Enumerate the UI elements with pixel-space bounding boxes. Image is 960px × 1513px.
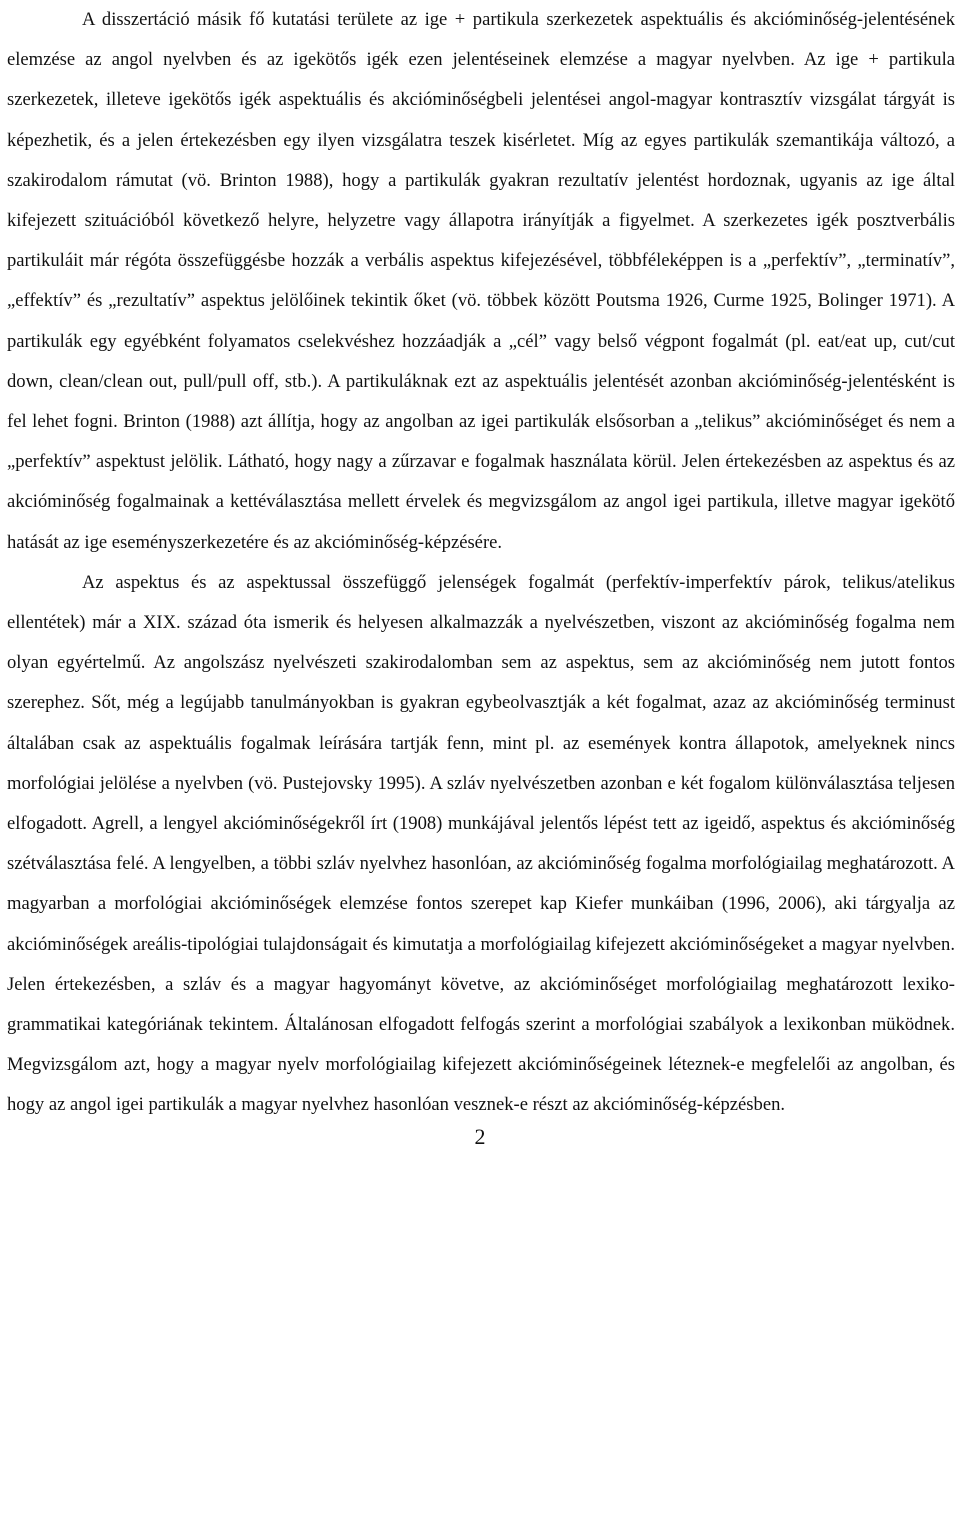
paragraph-1: A disszertáció másik fő kutatási területe az ige + partikula szerkezetek aspektuális és akcióminőség-jelentésének elemzése az angol nyelvben és az igekötős igék ezen jelentéseinek elemzése a magyar nyelvben. Az ige + partikula szerkezetek, illeteve igekötős igék aspektuális és akcióminőségbeli jelentései angol-magyar kontrasztív vizsgálat tárgyát is képezhetik, és a jelen értekezésben egy ilyen vizsgálatra teszek kisérletet. Míg az egyes partikulák szemantikája változó, a szakirodalom rámutat (vö. Brinton 1988), hogy a partikulák gyakran rezultatív jelentést hordoznak, ugyanis az ige által kifejezett szituációból következő helyre, helyzetre vagy állapotra irányítják a figyelmet. A szerkezetes igék posztverbális partikuláit már régóta összefüggésbe hozzák a verbális aspektus kifejezésével, többféleképpen is a „perfektív”, „terminatív”, „effektív” és „rezultatív” aspektus jelölőinek tekintik őket (vö. többek között Poutsma 1926, Curme 1925, Bolinger 1971). A partikulák egy egyébként folyamatos cselekvéshez hozzáadják a „cél” vagy belső végpont fogalmát (pl. eat/eat up, cut/cut down, clean/clean out, pull/pull off, stb.). A partikuláknak ezt az aspektuális jelentését azonban akcióminőség-jelentésként is fel lehet fogni. Brinton (1988) azt állítja, hogy az angolban az igei partikulák elsősorban a „telikus” akcióminőséget és nem a „perfektív” aspektust jelölik. Látható, hogy nagy a zűrzavar e fogalmak használata körül. Jelen értekezésben az aspektus és az akcióminőség fogalmainak a kettéválasztása mellett érvelek és megvizsgálom az angol igei partikula, illetve magyar igekötő hatását az ige eseményszerkezetére és az akcióminőség-képzésére. xyxy=(7,9,955,553)
paragraph-2: Az aspektus és az aspektussal összefüggő jelenségek fogalmát (perfektív-imperfektív párok, telikus/atelikus ellentétek) már a XIX. század óta ismerik és helyesen alkalmazzák a nyelvészetben, viszont az akcióminőség fogalma nem olyan egyértelmű. Az angolszász nyelvészeti szakirodalomban sem az aspektus, sem az akcióminőség nem jutott fontos szerephez. Sőt, még a legújabb tanulmányokban is gyakran egybeolvasztják a két fogalmat, azaz az akcióminőség terminust általában csak az aspektuális fogalmak leírására tartják fenn, mint pl. az események kontra állapotok, amelyeknek nincs morfológiai jelölése a nyelvben (vö. Pustejovsky 1995). A szláv nyelvészetben azonban e két fogalom különválasztása teljesen elfogadott. Agrell, a lengyel akcióminőségekről írt (1908) munkájával jelentős lépést tett az igeidő, aspektus és akcióminőség szétválasztása felé. A lengyelben, a többi szláv nyelvhez hasonlóan, az akcióminőség fogalma morfológiailag meghatározott. A magyarban a morfológiai akcióminőségek elemzése fontos szerepet kap Kiefer munkáiban (1996, 2006), aki tárgyalja az akcióminőségek areális-tipológiai tulajdonságait és kimutatja a morfológiailag kifejezett akcióminőségeket a magyar nyelvben. Jelen értekezésben, a szláv és a magyar hagyományt követve, az akcióminőséget morfológiailag meghatározott lexiko-grammatikai kategóriának tekintem. Általánosan elfogadott felfogás szerint a morfológiai szabályok a lexikonban müködnek. Megvizsgálom azt, hogy a magyar nyelv morfológiailag kifejezett akcióminőségeinek léteznek-e megfelelői az angolban, és hogy az angol igei partikulák a magyar nyelvhez hasonlóan vesznek-e részt az akcióminőség-képzésben. xyxy=(7,571,955,1116)
document-body xyxy=(7,0,955,1126)
page-number: 2 xyxy=(474,1124,486,1149)
